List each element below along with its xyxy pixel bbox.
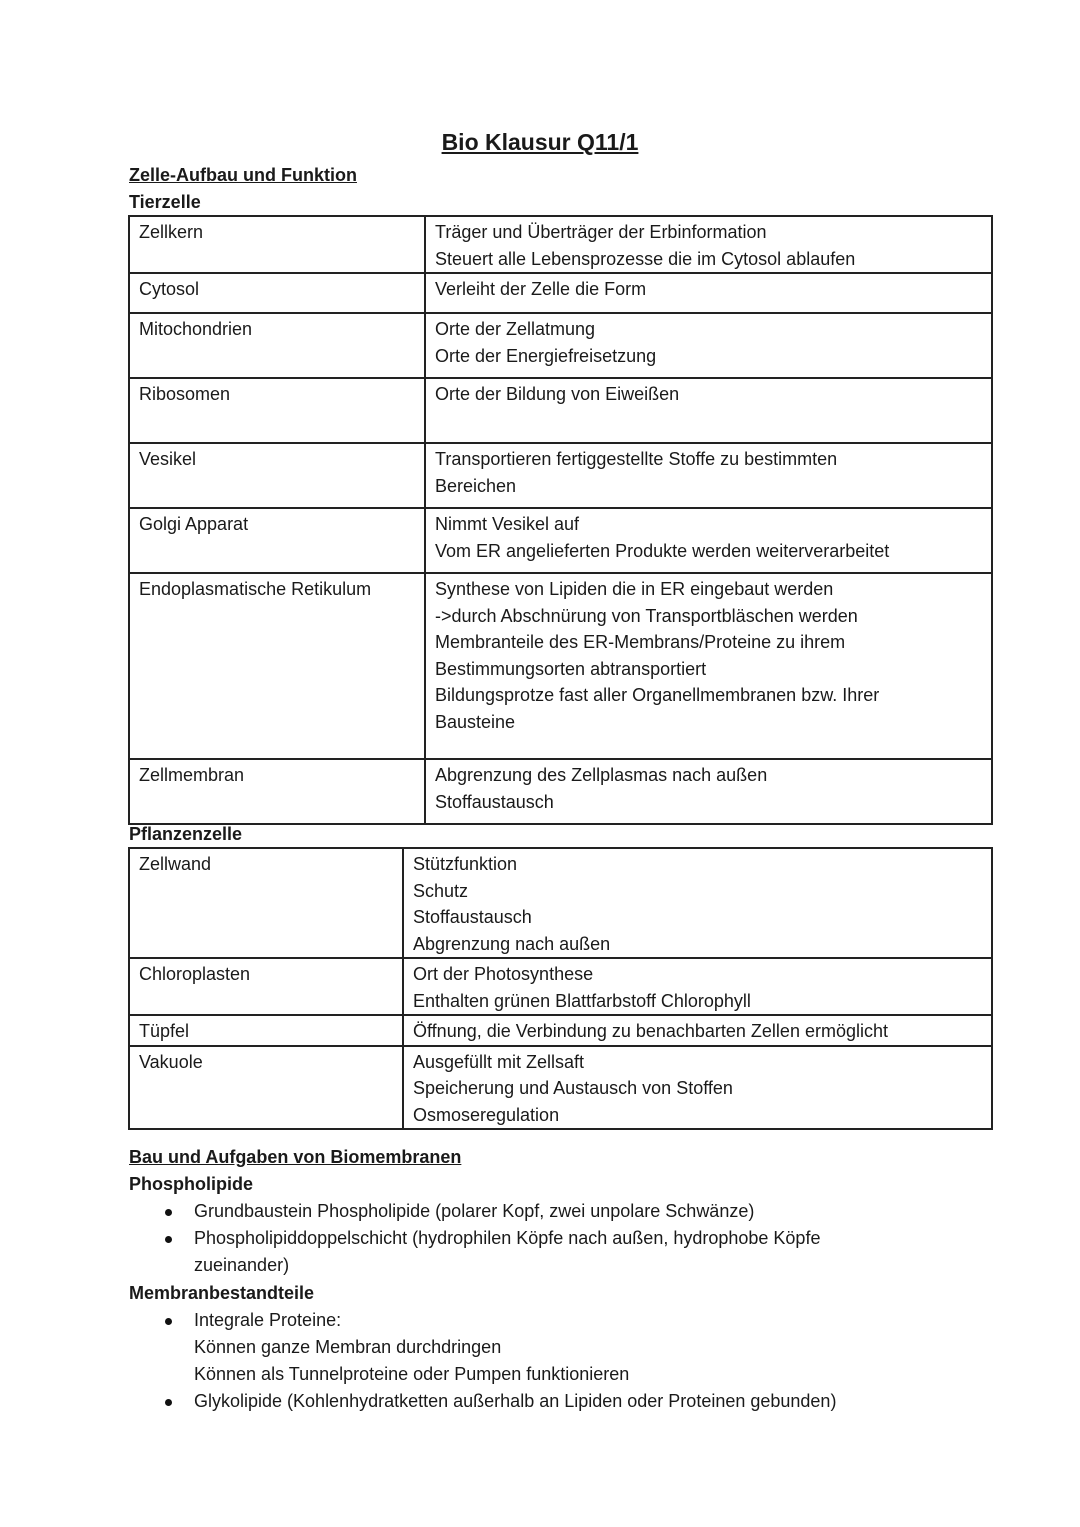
organelle-name-cell: Tüpfel bbox=[129, 1015, 403, 1046]
organelle-name-cell: Ribosomen bbox=[129, 378, 425, 443]
organelle-name-cell: Zellkern bbox=[129, 216, 425, 273]
organelle-function-cell bbox=[425, 216, 992, 273]
function-line: Bestimmungsorten abtransportiert bbox=[435, 658, 707, 679]
function-line: Orte der Energiefreisetzung bbox=[435, 345, 657, 366]
bullet-icon bbox=[165, 1318, 172, 1325]
function-line: Enthalten grünen Blattfarbstoff Chlorophyll bbox=[413, 990, 751, 1011]
organelle-name-cell: Endoplasmatische Retikulum bbox=[129, 573, 425, 759]
function-line: Membranteile des ER-Membrans/Proteine zu ihrem bbox=[435, 632, 846, 652]
organelle-name-cell: Cytosol bbox=[129, 273, 425, 313]
function-line: Osmoseregulation bbox=[413, 1104, 560, 1125]
organelle-function-cell bbox=[425, 273, 992, 313]
organelle-name-cell: Vakuole bbox=[129, 1046, 403, 1130]
document-title: Bio Klausur Q11/1 bbox=[441, 129, 639, 155]
function-line: Orte der Zellatmung bbox=[435, 319, 596, 339]
function-line: Ort der Photosynthese bbox=[413, 964, 594, 984]
list-item-text: Glykolipide (Kohlenhydratketten außerhalb an Lipiden oder Proteinen gebunden) bbox=[194, 1391, 837, 1411]
function-line: Öffnung, die Verbindung zu benachbarten Zellen ermöglicht bbox=[413, 1021, 888, 1041]
function-line: Bereichen bbox=[435, 475, 517, 496]
list-item bbox=[129, 1198, 989, 1225]
organelle-function-cell bbox=[403, 1015, 992, 1046]
table-row bbox=[129, 1046, 992, 1130]
table-row bbox=[129, 573, 992, 759]
list-item bbox=[129, 1307, 989, 1388]
section-heading-zelle: Zelle-Aufbau und Funktion bbox=[129, 165, 357, 185]
function-line: Abgrenzung des Zellplasmas nach außen bbox=[435, 765, 768, 785]
organelle-name-cell: Vesikel bbox=[129, 443, 425, 508]
organelle-name-cell: Golgi Apparat bbox=[129, 508, 425, 573]
function-line: ->durch Abschnürung von Transportbläschen werden bbox=[435, 605, 858, 626]
list-item-text: Können als Tunnelproteine oder Pumpen funktionieren bbox=[194, 1364, 630, 1384]
function-line: Orte der Bildung von Eiweißen bbox=[435, 384, 680, 404]
function-line: Nimmt Vesikel auf bbox=[435, 514, 580, 534]
function-line: Träger und Überträger der Erbinformation bbox=[435, 222, 767, 242]
organelle-function-cell bbox=[425, 759, 992, 824]
function-line: Schutz bbox=[413, 880, 469, 901]
table-row bbox=[129, 378, 992, 443]
organelle-function-cell bbox=[403, 958, 992, 1015]
list-item-text: Können ganze Membran durchdringen bbox=[194, 1337, 502, 1357]
table-row bbox=[129, 216, 992, 273]
table-row bbox=[129, 958, 992, 1015]
function-line: Stoffaustausch bbox=[413, 907, 532, 927]
membranbestandteile-list bbox=[129, 1307, 989, 1415]
function-line: Synthese von Lipiden die in ER eingebaut werden bbox=[435, 579, 834, 599]
bullet-icon bbox=[165, 1209, 172, 1216]
list-item bbox=[129, 1388, 989, 1415]
pflanzenzelle-table bbox=[128, 847, 993, 1130]
bullet-icon bbox=[165, 1399, 172, 1406]
function-line: Verleiht der Zelle die Form bbox=[435, 279, 647, 299]
function-line: Transportieren fertiggestellte Stoffe zu bestimmten bbox=[435, 449, 838, 469]
table-row bbox=[129, 443, 992, 508]
organelle-function-cell bbox=[403, 1046, 992, 1130]
phospholipide-list bbox=[129, 1198, 989, 1279]
organelle-name-cell: Mitochondrien bbox=[129, 313, 425, 378]
function-line: Steuert alle Lebensprozesse die im Cytosol ablaufen bbox=[435, 248, 856, 269]
table-row bbox=[129, 1015, 992, 1046]
tierzelle-table bbox=[128, 215, 993, 825]
table-row bbox=[129, 273, 992, 313]
organelle-function-cell bbox=[425, 573, 992, 759]
function-line: Stützfunktion bbox=[413, 854, 518, 874]
organelle-name-cell: Zellmembran bbox=[129, 759, 425, 824]
function-line: Ausgefüllt mit Zellsaft bbox=[413, 1051, 585, 1072]
function-line: Speicherung und Austausch von Stoffen bbox=[413, 1078, 733, 1098]
organelle-name-cell: Zellwand bbox=[129, 848, 403, 958]
table-row bbox=[129, 759, 992, 824]
table-row bbox=[129, 508, 992, 573]
function-line: Vom ER angelieferten Produkte werden weiterverarbeitet bbox=[435, 540, 890, 561]
function-line: Bildungsprotze fast aller Organellmembranen bzw. Ihrer bbox=[435, 685, 880, 705]
subheading-membranbestandteile: Membranbestandteile bbox=[129, 1283, 315, 1303]
function-line: Stoffaustausch bbox=[435, 791, 554, 812]
function-line: Abgrenzung nach außen bbox=[413, 933, 611, 954]
table-row bbox=[129, 313, 992, 378]
list-item-text: Integrale Proteine: bbox=[194, 1310, 342, 1330]
table-row bbox=[129, 848, 992, 958]
organelle-function-cell bbox=[425, 443, 992, 508]
list-item bbox=[129, 1225, 989, 1279]
subheading-phospholipide: Phospholipide bbox=[129, 1174, 253, 1194]
organelle-name-cell: Chloroplasten bbox=[129, 958, 403, 1015]
organelle-function-cell bbox=[425, 508, 992, 573]
subheading-tierzelle: Tierzelle bbox=[129, 192, 201, 212]
function-line: Bausteine bbox=[435, 711, 516, 732]
list-item-text: Grundbaustein Phospholipide (polarer Kopf, zwei unpolare Schwänze) bbox=[194, 1201, 755, 1221]
organelle-function-cell bbox=[425, 313, 992, 378]
list-item-text: Phospholipiddoppelschicht (hydrophilen Köpfe nach außen, hydrophobe Köpfe bbox=[194, 1228, 821, 1248]
section-heading-biomembranen: Bau und Aufgaben von Biomembranen bbox=[129, 1147, 462, 1167]
bullet-icon bbox=[165, 1236, 172, 1243]
organelle-function-cell bbox=[403, 848, 992, 958]
organelle-function-cell bbox=[425, 378, 992, 443]
subheading-pflanzenzelle: Pflanzenzelle bbox=[129, 824, 243, 844]
list-item-text: zueinander) bbox=[194, 1255, 290, 1275]
